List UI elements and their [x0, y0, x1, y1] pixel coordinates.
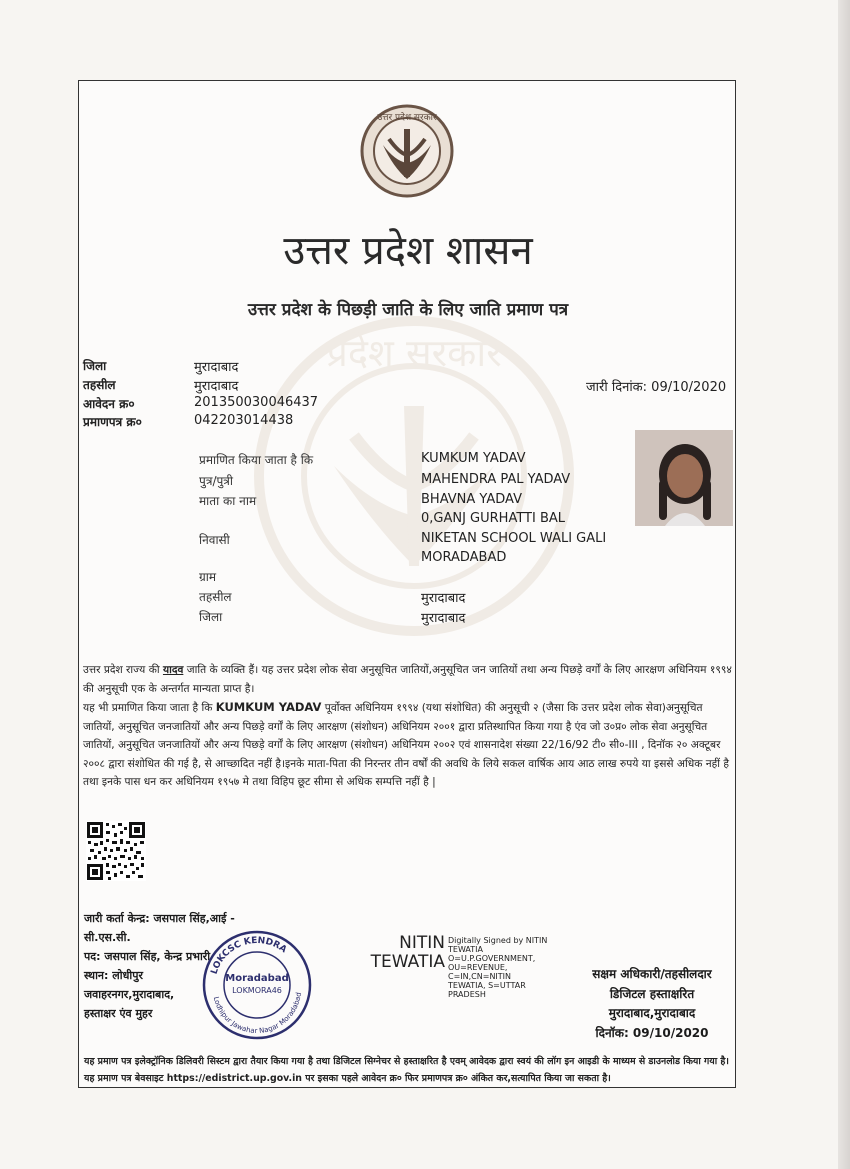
- applicant-photo: [635, 430, 733, 526]
- authority-signed: डिजिटल हस्ताक्षरित: [609, 986, 695, 1001]
- para2-end: पूर्वोक्त अधिनियम १९९४ (यथा संशोधित) की अनुसूची २ (जैसा कि उत्तर प्रदेश लोक सेवा)अनुसूचित जातियों, अनुसूचित जनजातियों और अन्य पिछड़े वर्गों के लिए आरक्षण (संशोधन) अधिनियम २००१ द्वारा प्रतिस्थापित किया गया है एंव जो उ०प्र० लोक सेवा अनुसूचित जातियों, अनुसूचित जनजातियों और अन्य पिछड़े वर्गों के लिए आरक्षण (संशोधन) अधिनियम २००२ एवं शासनादेश संख्या 22/16/92 टी० सी०-III , दिनॉक २० अक्टूबर २००८ द्वारा संशोधित की गई है, से आच्छादित नहीं है।इनके माता-पिता की निरन्तर तीन वर्षों की अवधि के लिये सकल वार्षिक आय आठ लाख रुपये या इससे अधिक नहीं है तथा इनके पास धन कर अधिनियम १९५७ मे तथा विहिप छूट सीमा से अधिक सम्पत्ति नहीं है |: [83, 702, 729, 788]
- mother-name: BHAVNA YADAV: [421, 492, 522, 507]
- paper-edge: [838, 0, 850, 1169]
- caste-paragraph: [83, 661, 733, 698]
- certificate-number-label: प्रमाणपत्र क्र०: [83, 415, 142, 429]
- emblem-text: उत्तर प्रदेश सरकार: [377, 113, 437, 123]
- authority-date: दिनॉक: 09/10/2020: [595, 1025, 709, 1040]
- declaration-paragraph: [83, 698, 733, 792]
- signer-name-line1: NITIN: [399, 933, 445, 953]
- csc-seal-stamp: [201, 929, 313, 1041]
- sig-note4: OU=REVENUE,: [448, 963, 508, 972]
- detail-district-label: जिला: [199, 610, 223, 624]
- seal-top-text: LOKCSC KENDRA: [209, 935, 289, 976]
- authority-location: मुरादाबाद,मुरादाबाद: [608, 1006, 696, 1020]
- seal-bottom-text: Lodhipur Jawahar Nagar Moradabad: [211, 991, 303, 1036]
- issue-date: जारी दिनांक: 09/10/2020: [586, 380, 727, 395]
- address-line3: MORADABAD: [421, 550, 507, 565]
- sig-note7: PRADESH: [448, 990, 486, 999]
- address-line2: NIKETAN SCHOOL WALI GALI: [421, 531, 607, 546]
- district-value: मुरादाबाद: [194, 360, 239, 375]
- signer-name: [357, 934, 445, 972]
- mother-label: माता का नाम: [199, 494, 257, 508]
- sig-note3: O=U.P.GOVERNMENT,: [448, 954, 536, 963]
- detail-tehsil-value: मुरादाबाद: [421, 591, 466, 606]
- authority-block: [567, 965, 737, 1043]
- caste-name: यादव: [162, 664, 184, 676]
- certificate: [78, 80, 736, 1088]
- para1-start: उत्तर प्रदेश राज्य की: [83, 664, 163, 676]
- seal-middle1: Moradabad: [225, 973, 289, 984]
- signer-name-line2: TEWATIA: [370, 952, 445, 972]
- applicant-name: KUMKUM YADAV: [421, 451, 526, 466]
- resident-label: निवासी: [199, 533, 230, 547]
- issuer-line3: पद: जसपाल सिंह, केन्द्र प्रभारी: [84, 950, 211, 963]
- svg-text:LOKCSC KENDRA: [210, 936, 289, 976]
- up-emblem-icon: [359, 103, 455, 199]
- seal-middle2: LOKMORA46: [232, 986, 282, 995]
- father-name: MAHENDRA PAL YADAV: [421, 472, 571, 487]
- tehsil-label: तहसील: [83, 378, 116, 392]
- watermark-text: प्रदेश सरकार: [326, 331, 502, 375]
- para1-end: जाति के व्यक्ति हैं। यह उत्तर प्रदेश लोक सेवा अनुसूचित जातियों,अनुसूचित जन जातियों तथा अन्य पिछड़े वर्गों के लिए आरक्षण अधिनियम १९९४ की अनुसूची एक के अन्तर्गत मान्यता प्राप्त है।: [83, 664, 732, 695]
- address-line1: 0,GANJ GURHATTI BAL: [421, 511, 566, 526]
- certificate-number: 042203014438: [194, 413, 294, 428]
- issuer-line1: जारी कर्ता केन्द्र: जसपाल सिंह,आई -: [84, 912, 235, 925]
- district-label: जिला: [83, 359, 107, 373]
- government-title: उत्तर प्रदेश शासन: [283, 228, 533, 274]
- application-number: 201350030046437: [194, 395, 319, 410]
- child-of-label: पुत्र/पुत्री: [199, 474, 234, 488]
- certified-label: प्रमाणित किया जाता है कि: [199, 453, 314, 467]
- detail-district-value: मुरादाबाद: [421, 611, 466, 626]
- issuer-line2: सी.एस.सी.: [84, 931, 131, 944]
- sig-note5: C=IN,CN=NITIN: [448, 972, 512, 981]
- application-label: आवेदन क्र०: [83, 397, 135, 411]
- issuer-line5: जवाहरनगर,मुरादाबाद,: [84, 988, 175, 1001]
- qr-code-icon: [86, 821, 146, 881]
- issuer-line4: स्थान: लोधीपुर: [84, 969, 143, 982]
- digital-signature-details: [448, 936, 547, 999]
- sig-note2: TEWATIA: [448, 945, 483, 954]
- issuer-line6: हस्ताक्षर एंव मुहर: [84, 1007, 153, 1020]
- certificate-title: उत्तर प्रदेश के पिछड़ी जाति के लिए जाति प्रमाण पत्र: [247, 300, 569, 320]
- village-label: ग्राम: [199, 570, 217, 584]
- authority-title: सक्षम अधिकारी/तहसीलदार: [592, 967, 712, 981]
- footer-note: यह प्रमाण पत्र इलेक्ट्रॉनिक डिलिवरी सिस्टम द्वारा तैयार किया गया है तथा डिजिटल सिग्नेचर से हस्ताक्षरित है एवम् आवेदक द्वारा स्वयं की लॉग इन आइडी के माध्यम से डाउनलोड किया गया है। यह प्रमाण पत्र बेवसाइट https://edistrict.up.gov.in पर इसका पहले आवेदन क्र० फिर प्रमाणपत्र क्र० अंकित कर,सत्यापित किया जा सकता है।: [84, 1056, 729, 1084]
- para2-start: यह भी प्रमाणित किया जाता है कि: [83, 702, 216, 714]
- detail-tehsil-label: तहसील: [199, 590, 232, 604]
- para2-applicant-name: KUMKUM YADAV: [215, 700, 322, 714]
- sig-note1: Digitally Signed by NITIN: [448, 936, 548, 945]
- sig-note6: TEWATIA, S=UTTAR: [448, 981, 526, 990]
- tehsil-value: मुरादाबाद: [194, 379, 239, 394]
